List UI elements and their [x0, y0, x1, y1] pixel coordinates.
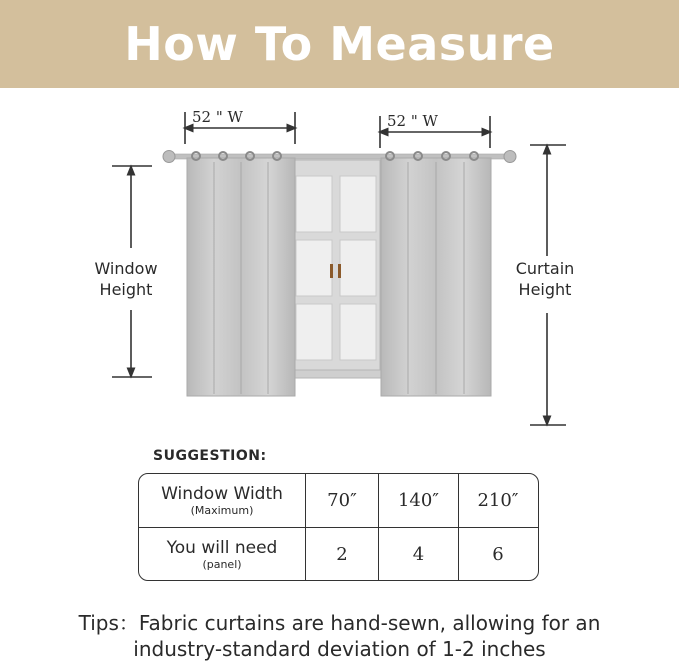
cell-value: 6 [492, 544, 504, 565]
header-banner [0, 0, 679, 88]
suggestion-table [138, 473, 539, 581]
window-height-label-line1: Window [94, 259, 158, 278]
table-cell [306, 528, 379, 581]
row-header-cell [139, 528, 306, 581]
suggestion-heading: SUGGESTION: [153, 448, 267, 464]
table-cell [379, 528, 459, 581]
table-cell [459, 474, 537, 527]
page-title: How To Measure [124, 17, 555, 71]
right-curtain-panel [381, 152, 491, 396]
tips-line-2: industry-standard deviation of 1-2 inches [133, 637, 546, 661]
cell-value: 70″ [327, 490, 357, 511]
table-row-window-width [139, 474, 538, 528]
row-header-sublabel: (panel) [202, 557, 242, 571]
curtain-height-label [505, 258, 585, 300]
window-height-label-line2: Height [99, 280, 153, 299]
cell-value: 4 [412, 544, 425, 565]
right-width-label: 52 " W [387, 112, 438, 130]
curtain-height-label-line1: Curtain [515, 259, 575, 278]
table-cell [459, 528, 537, 581]
window-frame [288, 160, 384, 378]
row-header-label: You will need [166, 537, 278, 558]
row-header-sublabel: (Maximum) [190, 503, 254, 517]
tips-line-1: Tips：Fabric curtains are hand-sewn, allowing for an [78, 611, 601, 635]
curtain-height-label-line2: Height [518, 280, 572, 299]
table-row-panels-needed [139, 528, 538, 581]
left-width-label: 52 " W [192, 108, 243, 126]
window-height-label [86, 258, 166, 300]
cell-value: 2 [336, 544, 348, 565]
tips-text [0, 610, 679, 662]
table-cell [379, 474, 459, 527]
cell-value: 210″ [477, 490, 519, 511]
table-cell [306, 474, 379, 527]
left-curtain-panel [187, 152, 295, 396]
row-header-label: Window Width [161, 483, 283, 504]
cell-value: 140″ [397, 490, 440, 511]
row-header-cell [139, 474, 306, 527]
